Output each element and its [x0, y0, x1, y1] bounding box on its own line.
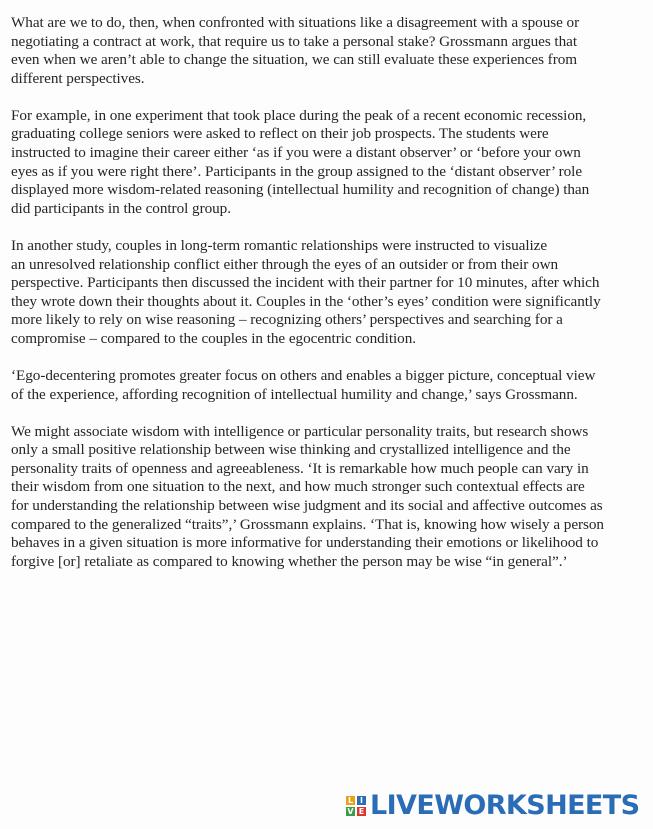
text-line: their wisdom from one situation to the next, and how much stronger such contextual effects are	[11, 478, 585, 496]
text-line: more likely to rely on wise reasoning – recognizing others’ perspectives and searching for a	[11, 311, 563, 329]
text-line: personality traits of openness and agreeableness. ‘It is remarkable how much people can vary in	[11, 459, 589, 477]
paragraph-gap	[11, 218, 647, 237]
logo-mark-icon	[346, 796, 366, 816]
text-line: compromise – compared to the couples in the egocentric condition.	[11, 329, 417, 347]
text-line: an unresolved relationship conflict either through the eyes of an outsider or from their own	[11, 255, 559, 273]
text-line: even when we aren’t able to change the situation, we can still evaluate these experiences from	[11, 51, 578, 69]
paragraph-4	[11, 367, 647, 404]
paragraph-5	[11, 423, 647, 572]
text-line: displayed more wisdom-related reasoning (intellectual humility and recognition of change) than	[11, 181, 590, 199]
text-line: ‘Ego-decentering promotes greater focus on others and enables a bigger picture, conceptual view	[11, 367, 596, 384]
text-line: different perspectives.	[11, 69, 145, 87]
paragraph-gap	[11, 88, 647, 107]
text-line: they wrote down their thoughts about it. Couples in the ‘other’s eyes’ condition were significantly	[11, 292, 601, 310]
text-line: For example, in one experiment that took place during the peak of a recent economic recession,	[11, 106, 587, 124]
logo-text: LIVEWORKSHEETS	[370, 790, 640, 821]
paragraph-gap	[11, 404, 647, 423]
logo-mark-cell: I	[357, 796, 366, 805]
paragraph-3	[11, 237, 647, 349]
text-line: compared to the generalized “traits”,’ Grossmann explains. ‘That is, knowing how wisely a person	[11, 515, 604, 533]
text-line: In another study, couples in long-term romantic relationships were instructed to visualize	[11, 236, 548, 254]
article-text	[11, 14, 647, 571]
paragraph-1	[11, 14, 647, 88]
text-line: What are we to do, then, when confronted with situations like a disagreement with a spouse or	[11, 14, 580, 31]
paragraph-gap	[11, 349, 647, 368]
text-line: of the experience, affording recognition of intellectual humility and change,’ says Grossmann.	[11, 385, 578, 403]
logo-mark-cell: L	[347, 796, 354, 805]
text-line: We might associate wisdom with intelligence or particular personality traits, but research shows	[11, 422, 589, 440]
text-line: graduating college seniors were asked to reflect on their job prospects. The students were	[11, 125, 549, 143]
text-line: did participants in the control group.	[11, 199, 231, 217]
text-line: for understanding the relationship between wise judgment and its social and affective outcomes as	[11, 497, 603, 515]
logo-mark-cell: V	[347, 807, 354, 816]
liveworksheets-logo[interactable]	[346, 790, 639, 822]
paragraph-2	[11, 107, 647, 219]
text-line: forgive [or] retaliate as compared to knowing whether the person may be wise “in general”.’	[11, 552, 568, 570]
text-line: perspective. Participants then discussed the incident with their partner for 10 minutes, after which	[11, 274, 600, 292]
text-line: behaves in a given situation is more informative for understanding their emotions or likelihood to	[11, 534, 599, 552]
text-line: eyes as if you were right there’. Participants in the group assigned to the ‘distant observer’ role	[11, 162, 583, 180]
text-line: only a small positive relationship between wise thinking and crystallized intelligence and the	[11, 441, 571, 459]
text-line: instructed to imagine their career either ‘as if you were a distant observer’ or ‘before your own	[11, 144, 581, 162]
logo-mark-cell: E	[358, 807, 365, 816]
text-line: negotiating a contract at work, that require us to take a personal stake? Grossmann argues that	[11, 32, 577, 50]
